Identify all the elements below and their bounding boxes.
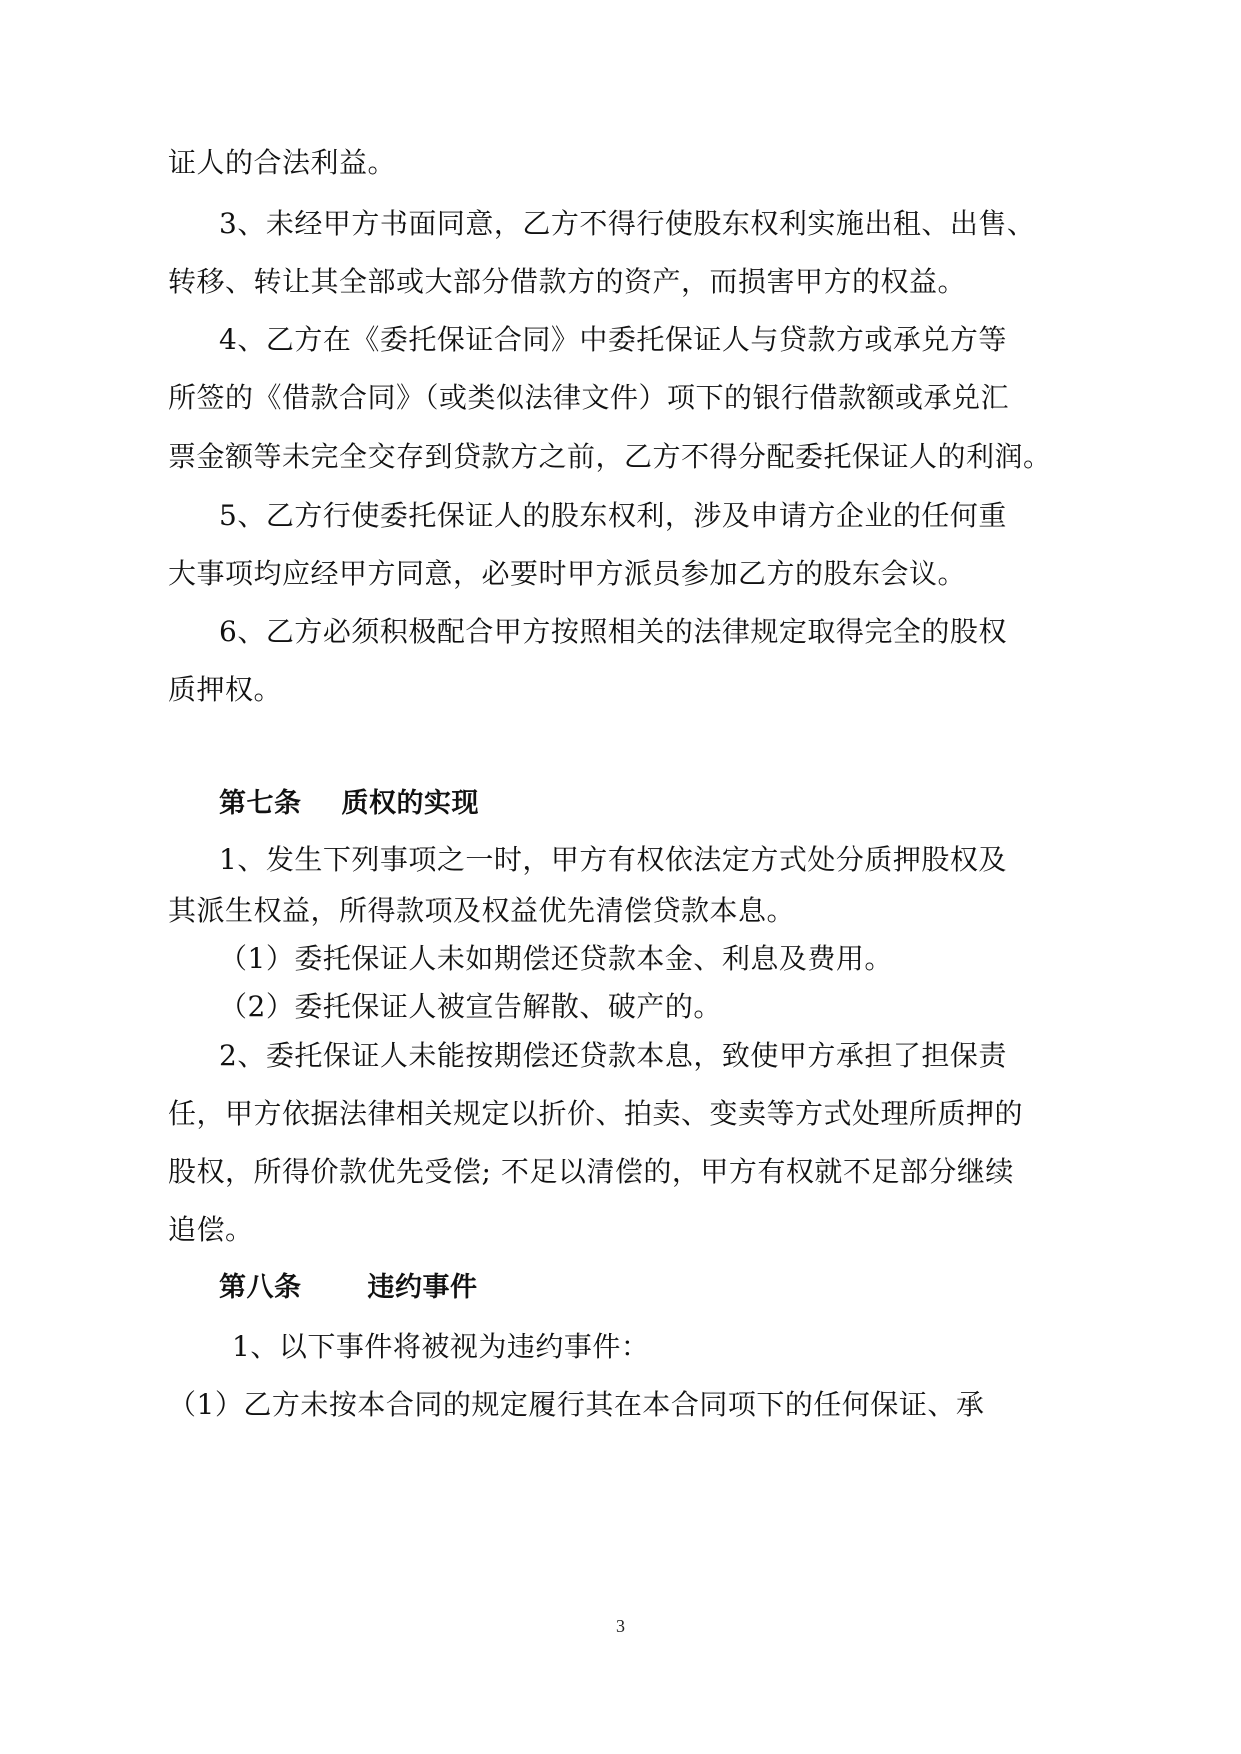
paragraph-line: 5、乙方行使委托保证人的股东权利，涉及申请方企业的任何重 <box>219 499 1007 532</box>
paragraph-line: 2、委托保证人未能按期偿还贷款本息，致使甲方承担了担保责 <box>219 1039 1007 1072</box>
paragraph-line: 4、乙方在《委托保证合同》中委托保证人与贷款方或承兑方等 <box>219 323 1007 356</box>
paragraph-line: 6、乙方必须积极配合甲方按照相关的法律规定取得完全的股权 <box>219 615 1007 648</box>
paragraph-line: 大事项均应经甲方同意，必要时甲方派员参加乙方的股东会议。 <box>168 557 967 590</box>
paragraph-line: 票金额等未完全交存到贷款方之前，乙方不得分配委托保证人的利润。 <box>168 440 1052 473</box>
page-number: 3 <box>616 1616 625 1636</box>
list-item: （1）乙方未按本合同的规定履行其在本合同项下的任何保证、承 <box>168 1388 985 1421</box>
list-item: （1）委托保证人未如期偿还贷款本金、利息及费用。 <box>219 942 893 975</box>
article-8-title: 违约事件 <box>367 1272 478 1303</box>
paragraph-line: 质押权。 <box>168 673 283 706</box>
list-item: （2）委托保证人被宣告解散、破产的。 <box>219 990 722 1023</box>
article-7-number: 第七条 <box>219 788 302 819</box>
article-8-heading <box>219 1270 478 1306</box>
paragraph-line: 3、未经甲方书面同意，乙方不得行使股东权利实施出租、出售、 <box>219 207 1036 240</box>
paragraph-line: 转移、转让其全部或大部分借款方的资产，而损害甲方的权益。 <box>168 265 967 298</box>
article-7-title: 质权的实现 <box>341 788 479 819</box>
paragraph-line: 1、以下事件将被视为违约事件： <box>232 1330 650 1363</box>
paragraph-line: 证人的合法利益。 <box>168 146 397 179</box>
paragraph-line: 股权，所得价款优先受偿; 不足以清偿的，甲方有权就不足部分继续 <box>168 1155 1014 1188</box>
article-8-number: 第八条 <box>219 1272 302 1303</box>
paragraph-line: 所签的《借款合同》（或类似法律文件）项下的银行借款额或承兑汇 <box>168 381 1010 414</box>
paragraph-line: 其派生权益，所得款项及权益优先清偿贷款本息。 <box>168 894 796 927</box>
article-7-heading <box>219 786 479 822</box>
paragraph-line: 任，甲方依据法律相关规定以折价、拍卖、变卖等方式处理所质押的 <box>168 1097 1024 1130</box>
paragraph-line: 追偿。 <box>168 1213 254 1246</box>
paragraph-line: 1、发生下列事项之一时，甲方有权依法定方式处分质押股权及 <box>219 843 1007 876</box>
